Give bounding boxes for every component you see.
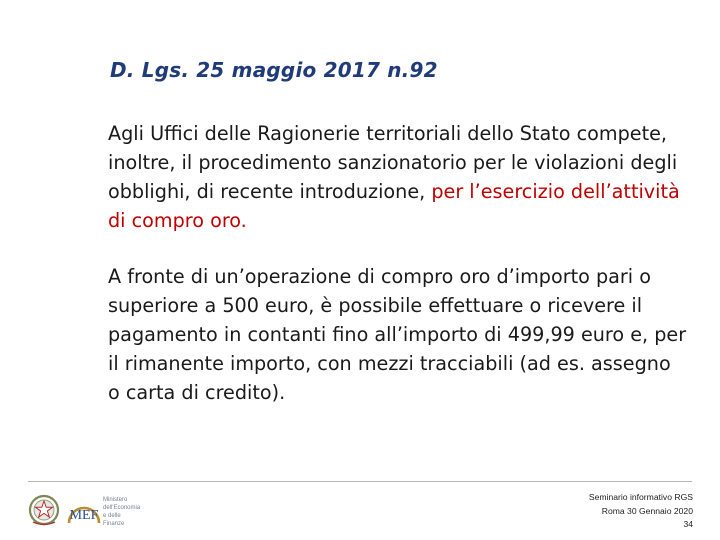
- footer-divider: [28, 481, 692, 482]
- paragraph-compro-oro: A fronte di un’operazione di compro oro d’importo pari o superiore a 500 euro, è possibile effettuare o ricevere il pagamento in contanti fino all’importo di 499,99 euro e, per il rimanente importo, con mezzi tracciabili (ad es. assegno o carta di credito).: [108, 265, 687, 404]
- footer: [589, 491, 693, 532]
- slide-title: D. Lgs. 25 maggio 2017 n.92: [110, 58, 438, 82]
- footer-date: Roma 30 Gennaio 2020: [601, 505, 693, 516]
- paragraph-ragionerie: [108, 119, 688, 235]
- paragraph-ragionerie-text: Agli Uffici delle Ragionerie territoriali dello Stato compete, inoltre, il procedimento sanzionatorio per le violazioni degli obblighi, di recente introduzione,: [108, 122, 678, 203]
- mef-logo-mark: MEF: [69, 508, 99, 523]
- footer-seminar: Seminario informativo RGS: [588, 492, 693, 502]
- paragraph-ragionerie-highlight: per l’esercizio dell’attività di compro oro.: [108, 180, 680, 232]
- italian-republic-emblem-icon: [27, 492, 61, 528]
- mef-logo-caption: Ministero dell'Economia e delle Finanze: [103, 497, 141, 527]
- page-number: 34: [683, 519, 693, 529]
